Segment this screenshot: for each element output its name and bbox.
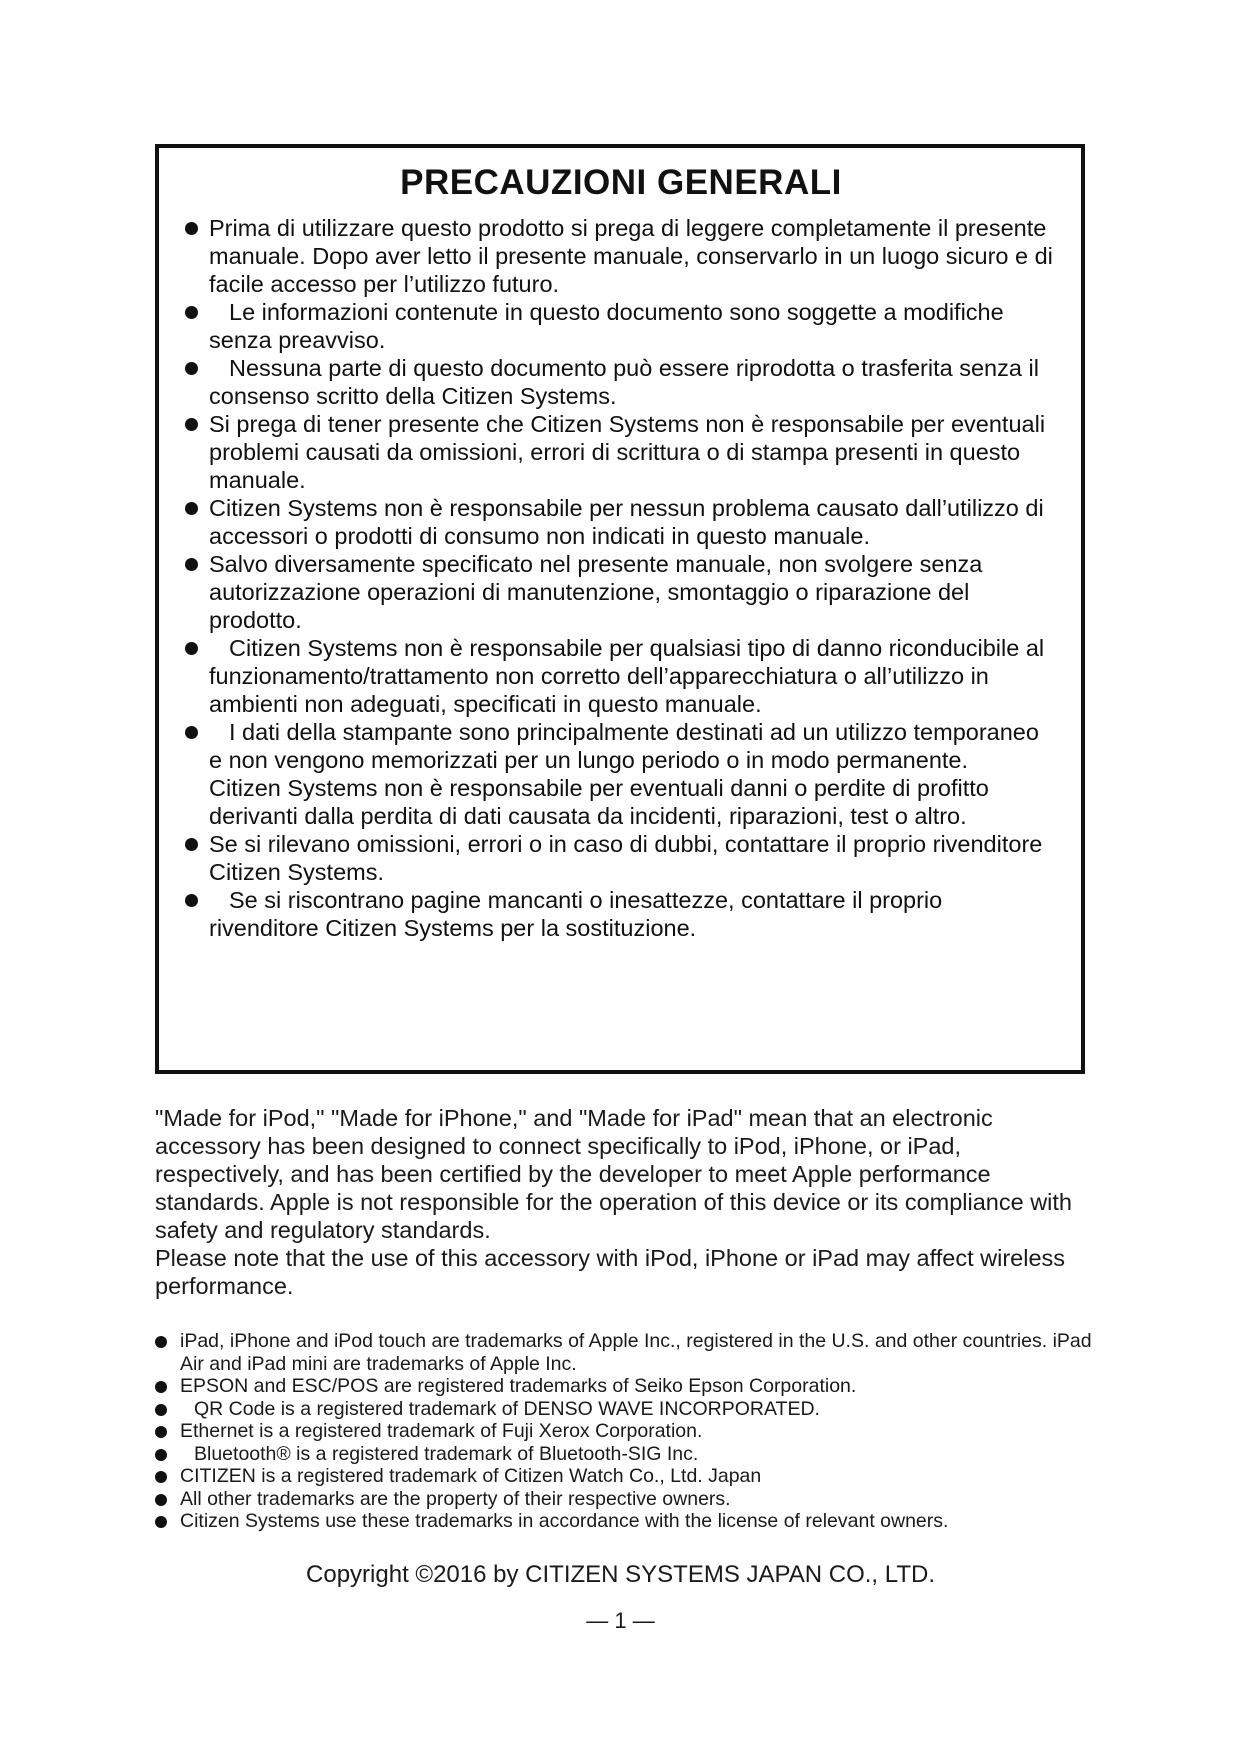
trademark-item	[155, 1443, 1095, 1466]
precaution-item	[185, 830, 1057, 886]
trademark-text: Bluetooth® is a registered trademark of Bluetooth-SIG Inc.	[194, 1442, 699, 1465]
precaution-text: Le informazioni contenute in questo documento sono soggette a modifiche senza preavviso.	[209, 299, 1004, 353]
copyright-notice: Copyright ©2016 by CITIZEN SYSTEMS JAPAN CO., LTD.	[306, 1561, 935, 1588]
bullet-icon	[155, 1336, 167, 1348]
precaution-text: Nessuna parte di questo documento può essere riprodotta o trasferita senza il consenso scritto della Citizen Systems.	[209, 355, 1039, 409]
trademark-item	[155, 1330, 1095, 1375]
precaution-item	[185, 354, 1057, 410]
precautions-list	[185, 214, 1057, 942]
precaution-text: Se si rilevano omissioni, errori o in caso di dubbi, contattare il proprio rivenditore Citizen Systems.	[209, 831, 1043, 885]
precaution-item	[185, 214, 1057, 298]
precaution-item	[185, 718, 1057, 830]
bullet-icon	[155, 1516, 167, 1528]
bullet-icon	[185, 642, 198, 655]
precaution-text: I dati della stampante sono principalmente destinati ad un utilizzo temporaneo e non vengono memorizzati per un lungo periodo o in modo permanente.	[209, 719, 1039, 773]
precaution-item	[185, 494, 1057, 550]
trademark-item	[155, 1398, 1095, 1421]
bullet-icon	[155, 1426, 167, 1438]
precaution-text: Si prega di tener presente che Citizen Systems non è responsabile per eventuali problemi causati da omissioni, errori di scrittura o di stampa presenti in questo manuale.	[209, 411, 1046, 493]
bullet-icon	[155, 1494, 167, 1506]
bullet-icon	[185, 838, 198, 851]
page-number: — 1 —	[586, 1608, 655, 1633]
trademark-text: All other trademarks are the property of their respective owners.	[180, 1487, 731, 1510]
bullet-icon	[185, 502, 198, 515]
trademark-item	[155, 1375, 1095, 1398]
precaution-text: Se si riscontrano pagine mancanti o inesattezze, contattare il proprio rivenditore Citizen Systems per la sostituzione.	[209, 887, 943, 941]
precaution-item	[185, 550, 1057, 634]
trademark-text: Citizen Systems use these trademarks in accordance with the license of relevant owners.	[180, 1510, 949, 1532]
trademark-item	[155, 1488, 1095, 1511]
bullet-icon	[155, 1404, 167, 1416]
precaution-item	[185, 886, 1057, 942]
precaution-text: Citizen Systems non è responsabile per nessun problema causato dall’utilizzo di accessori o prodotti di consumo non indicati in questo manuale.	[209, 495, 1044, 549]
trademark-text: EPSON and ESC/POS are registered trademarks of Seiko Epson Corporation.	[180, 1375, 857, 1397]
general-precautions-box	[155, 144, 1085, 1074]
trademark-item	[155, 1510, 1095, 1533]
bullet-icon	[185, 726, 198, 739]
bullet-icon	[185, 362, 198, 375]
precaution-item	[185, 298, 1057, 354]
bullet-icon	[185, 558, 198, 571]
bullet-icon	[155, 1381, 167, 1393]
bullet-icon	[185, 418, 198, 431]
precaution-text: Salvo diversamente specificato nel presente manuale, non svolgere senza autorizzazione operazioni di manutenzione, smontaggio o riparazione del prodotto.	[209, 551, 983, 633]
bullet-icon	[155, 1449, 167, 1461]
bullet-icon	[185, 306, 198, 319]
bullet-icon	[185, 894, 198, 907]
trademark-list	[155, 1330, 1095, 1533]
precaution-text: Prima di utilizzare questo prodotto si prega di leggere completamente il presente manuale. Dopo aver letto il presente manuale, conservarlo in un luogo sicuro e di facile accesso per l’utilizzo futuro.	[209, 215, 1053, 297]
apple-made-for-note	[155, 1104, 1095, 1300]
trademark-text: CITIZEN is a registered trademark of Citizen Watch Co., Ltd. Japan	[180, 1465, 762, 1487]
trademark-item	[155, 1465, 1095, 1488]
precaution-item	[185, 634, 1057, 718]
precaution-extra-text: Citizen Systems non è responsabile per eventuali danni o perdite di profitto derivanti dalla perdita di dati causata da incidenti, riparazioni, test o altro.	[209, 775, 989, 829]
apple-note-paragraph: "Made for iPod," "Made for iPhone," and "Made for iPad" mean that an electronic accessory has been designed to connect specifically to iPod, iPhone, or iPad, respectively, and has been certified by the developer to meet Apple performance standards. Apple is not responsible for the operation of this device or its compliance with safety and regulatory standards.	[155, 1105, 1073, 1243]
bullet-icon	[185, 222, 198, 235]
precaution-item	[185, 410, 1057, 494]
precautions-title: PRECAUZIONI GENERALI	[400, 163, 842, 202]
precaution-text: Citizen Systems non è responsabile per qualsiasi tipo di danno riconducibile al funzionamento/trattamento non corretto dell’apparecchiatura o all’utilizzo in ambienti non adeguati, specificati in questo manuale.	[209, 635, 1045, 717]
trademark-text: Ethernet is a registered trademark of Fuji Xerox Corporation.	[180, 1420, 703, 1442]
trademark-item	[155, 1420, 1095, 1443]
bullet-icon	[155, 1471, 167, 1483]
apple-note-paragraph: Please note that the use of this accessory with iPod, iPhone or iPad may affect wireless performance.	[155, 1245, 1066, 1299]
trademark-text: iPad, iPhone and iPod touch are trademarks of Apple Inc., registered in the U.S. and other countries. iPad Air and iPad mini are trademarks of Apple Inc.	[180, 1330, 1092, 1375]
trademark-text: QR Code is a registered trademark of DENSO WAVE INCORPORATED.	[194, 1397, 820, 1420]
